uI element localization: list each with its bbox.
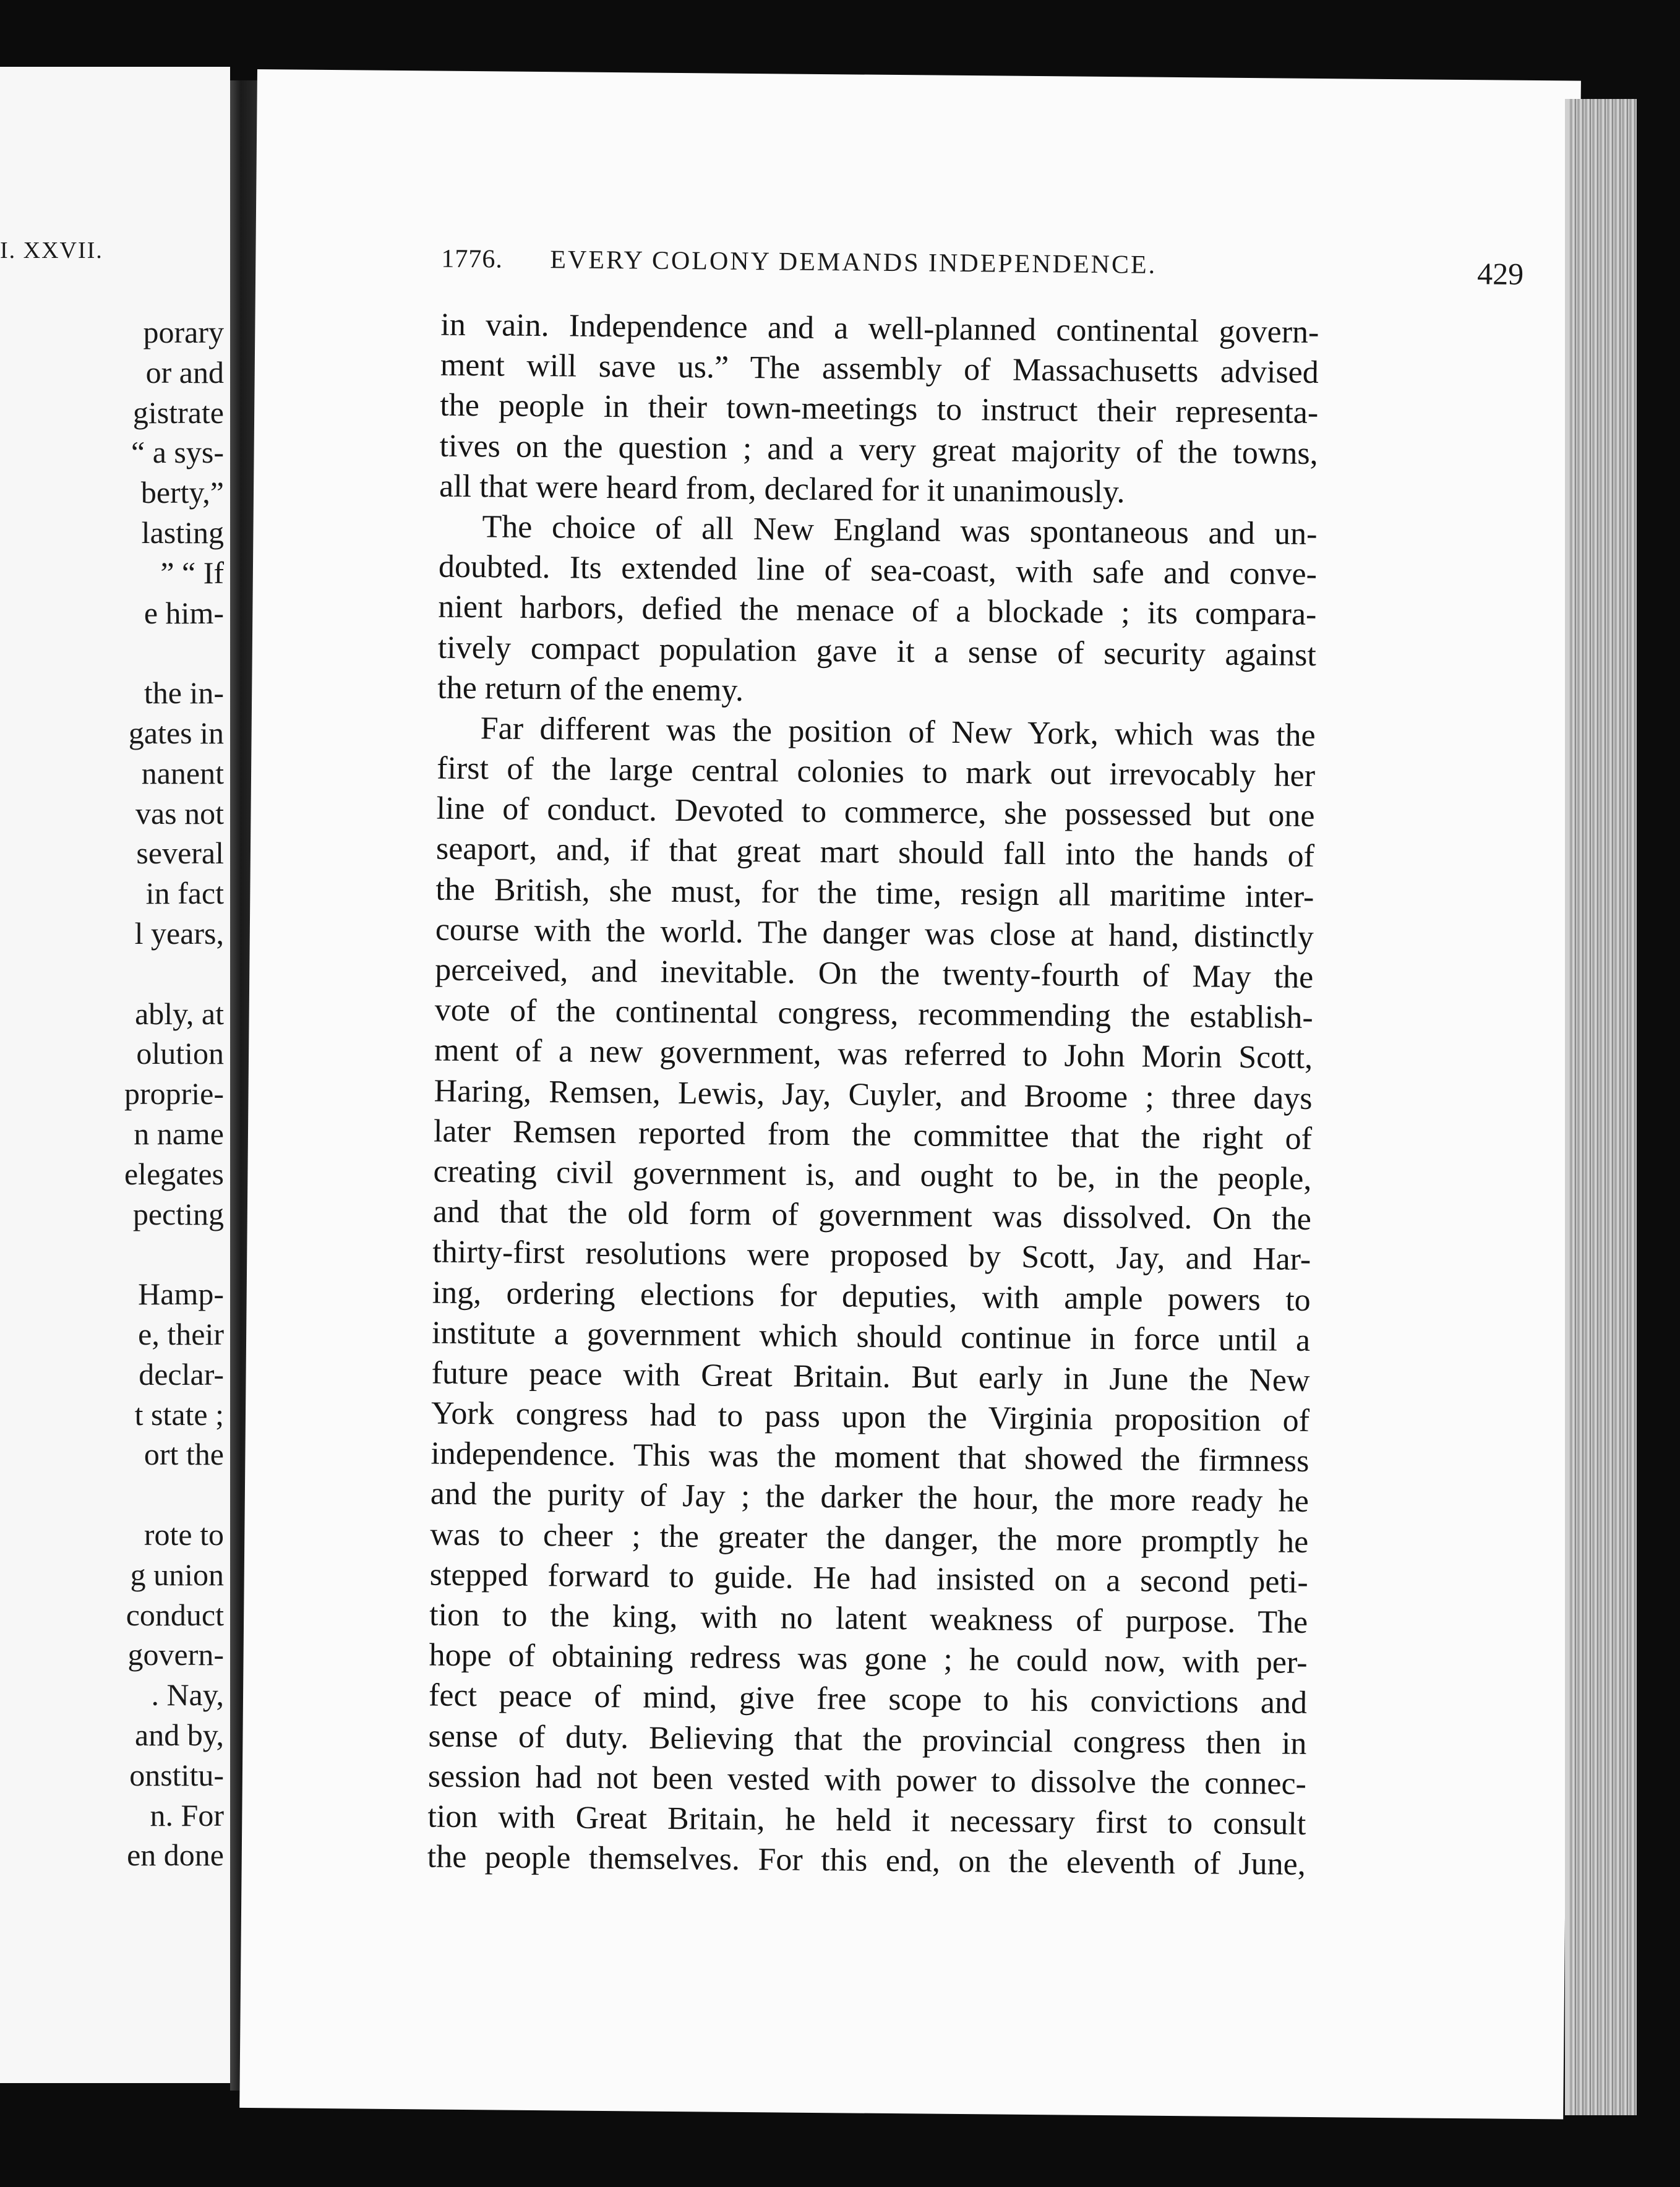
text-line: in vain. Independence and a well-planned continental govern- [440,307,1319,350]
text-line: future peace with Great Britain. But early in June the New [431,1355,1310,1398]
left-running-head: I. XXVII. [0,238,103,263]
text-line: perceived, and inevitable. On the twenty-fourth of May the [435,952,1314,995]
left-page-line: nanent [141,755,224,790]
left-page-line: porary [143,315,224,349]
text-line: seaport, and, if that great mart should fall into the hands of [435,831,1315,875]
text-line: stepped forward to guide. He had insisted on a second peti- [429,1557,1308,1600]
left-page-line: Hamp- [138,1277,224,1312]
left-page-line: olution [136,1036,224,1071]
left-page-line: ably, at [135,996,224,1031]
text-line: later Remsen reported from the committee that the right of [433,1113,1313,1157]
text-line: the return of the enemy. [437,670,744,708]
left-page-line: gistrate [132,395,224,430]
left-page-line: vas not [135,795,224,831]
text-line: course with the world. The danger was close at hand, distinctly [435,912,1314,955]
text-line: creating civil government is, and ought to be, in the people, [433,1153,1312,1197]
text-line: Far different was the position of New York, which was the [480,711,1316,753]
left-page-line: elegates [124,1156,224,1191]
left-page-line: e him- [144,595,224,630]
text-line: The choice of all New England was spontaneous and un- [482,509,1318,552]
text-line: tives on the question ; and a very great majority of the towns, [439,428,1318,471]
left-page-line: in fact [145,876,224,911]
left-page-line: ort the [144,1437,224,1472]
text-line: Haring, Remsen, Lewis, Jay, Cuyler, and Broome ; three days [434,1073,1313,1116]
header-year: 1776. [441,244,504,274]
text-line: nient harbors, defied the menace of a blockade ; its compara- [438,589,1317,633]
text-line: session had not been vested with power to dissolve the connec- [427,1758,1307,1802]
left-page-line: declar- [139,1356,224,1392]
text-line: thirty-first resolutions were proposed by Scott, Jay, and Har- [432,1234,1311,1278]
text-line: the British, she must, for the time, resign all maritime inter- [435,871,1314,915]
text-line: ment of a new government, was referred to John Morin Scott, [434,1032,1313,1076]
text-line: fect peace of mind, give free scope to his convictions and [428,1677,1308,1721]
left-page-line: or and [145,354,224,390]
text-line: institute a government which should continue in force until a [431,1315,1311,1358]
text-line: hope of obtaining redress was gone ; he could now, with per- [429,1637,1308,1681]
left-page-line: l years, [134,916,224,951]
page-edges [1565,99,1637,2115]
text-line: doubted. Its extended line of sea-coast, with safe and conve- [438,549,1318,593]
left-page-line: g union [130,1557,224,1592]
text-line: tively compact population gave it a sense of security against [437,630,1317,673]
page-number: 429 [1476,256,1524,291]
text-line: and that the old form of government was dissolved. On the [432,1194,1312,1238]
text-line: the people themselves. For this end, on the eleventh of June, [427,1839,1306,1883]
left-page-line: the in- [144,675,224,711]
header-title: EVERY COLONY DEMANDS INDEPENDENCE. [550,246,1157,280]
left-page-line: and by, [135,1718,224,1752]
text-line: line of conduct. Devoted to commerce, she possessed but one [436,790,1315,834]
left-page-line: en done [127,1838,224,1873]
left-page-line: onstitu- [129,1757,224,1792]
text-line: ment will save us.” The assembly of Massachusetts advised [440,347,1319,391]
left-page-line: proprie- [124,1076,224,1111]
left-page-line: e, their [138,1317,224,1351]
left-page-line: “ a sys- [131,435,224,470]
body-text [427,305,1319,1885]
left-facing-page [0,67,230,2083]
text-line: ing, ordering elections for deputies, with ample powers to [432,1275,1311,1318]
left-page-line: gates in [128,716,224,750]
text-line: the people in their town-meetings to instruct their representa- [440,387,1319,431]
left-page-line: rote to [144,1517,224,1552]
text-line: first of the large central colonies to mark out irrevocably her [436,750,1316,794]
text-line: independence. This was the moment that showed the firmness [431,1436,1309,1479]
text-line: York congress had to pass upon the Virginia proposition of [431,1395,1310,1439]
left-page-line: pecting [132,1196,224,1231]
left-page-line: berty,” [140,475,224,510]
page-header [441,244,1524,297]
left-page-line: . Nay, [151,1677,224,1713]
text-line: vote of the continental congress, recommending the establish- [434,992,1313,1036]
text-line: sense of duty. Believing that the provincial congress then in [428,1718,1307,1761]
text-line: and the purity of Jay ; the darker the hour, the more ready he [430,1476,1309,1520]
left-page-line: lasting [141,515,224,550]
text-line: tion to the king, with no latent weakness of purpose. The [429,1597,1308,1640]
left-page-line: n. For [150,1797,224,1833]
left-page-line: govern- [127,1637,224,1672]
left-page-line: several [136,836,224,871]
left-page-line: conduct [126,1597,224,1632]
main-page [239,69,1581,2120]
left-page-line: n name [134,1116,224,1151]
text-line: was to cheer ; the greater the danger, the more promptly he [430,1517,1309,1560]
text-line: tion with Great Britain, he held it necessary first to consult [427,1799,1306,1842]
left-page-line: ” “ If [160,555,224,590]
left-page-line: t state ; [134,1397,224,1432]
text-line: all that were heard from, declared for it unanimously. [439,468,1125,510]
